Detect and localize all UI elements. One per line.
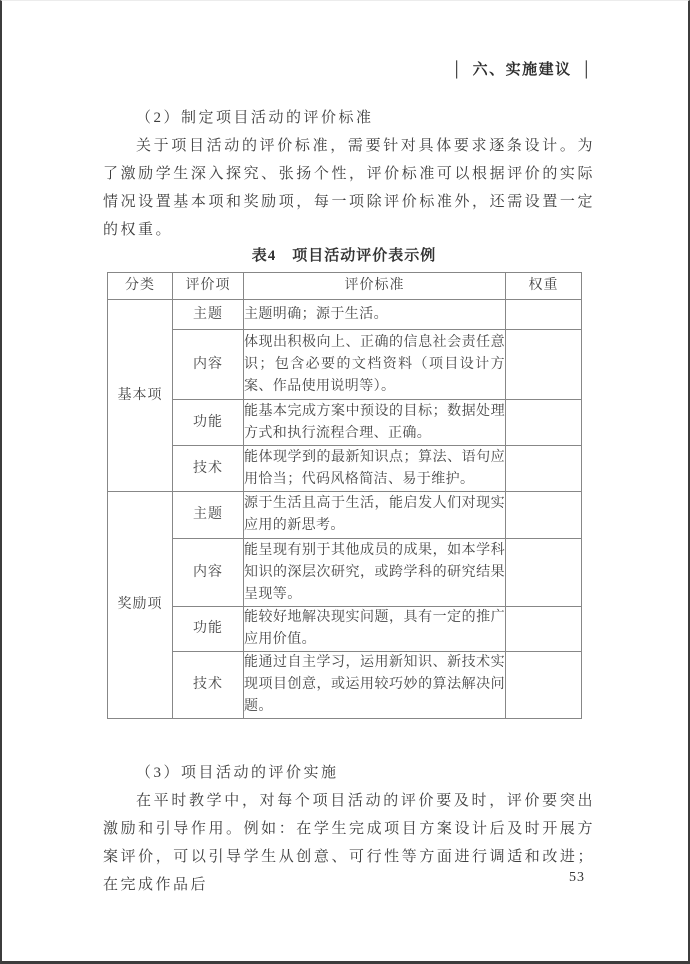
- table-row: [108, 652, 582, 719]
- header-item: 评价项: [173, 273, 244, 300]
- header-criteria: 评价标准: [244, 273, 506, 300]
- criteria-cell: 源于生活且高于生活，能启发人们对现实应用的新思考。: [244, 492, 506, 539]
- item-cell: 内容: [173, 539, 244, 607]
- category-cell: 基本项: [108, 300, 173, 492]
- table-header-row: [108, 273, 582, 300]
- table-row: [108, 539, 582, 607]
- table-title: 表4 项目活动评价表示例: [251, 248, 437, 264]
- section-2-paragraph: 关于项目活动的评价标准，需要针对具体要求逐条设计。为了激励学生深入探究、张扬个性，评价标准可以根据评价的实际情况设置基本项和奖励项，每一项除评价标准外，还需设置一定的权重。: [103, 138, 595, 238]
- category-cell: 奖励项: [108, 492, 173, 719]
- item-cell: 主题: [173, 492, 244, 539]
- header-category: 分类: [108, 273, 173, 300]
- criteria-cell: 体现出积极向上、正确的信息社会责任意识；包含必要的文档资料（项目设计方案、作品使用说明等）。: [244, 330, 506, 400]
- weight-cell: [506, 400, 582, 446]
- running-header: │ 六、实施建议 │: [451, 62, 593, 78]
- weight-cell: [506, 300, 582, 330]
- criteria-cell: 主题明确；源于生活。: [244, 300, 506, 330]
- evaluation-table: [107, 272, 582, 719]
- item-cell: 技术: [173, 652, 244, 719]
- table-row: [108, 607, 582, 652]
- section-2-heading: （2）制定项目活动的评价标准: [136, 110, 374, 126]
- item-cell: 功能: [173, 400, 244, 446]
- page-content: [103, 1, 595, 899]
- weight-cell: [506, 446, 582, 492]
- weight-cell: [506, 607, 582, 652]
- criteria-cell: 能体现学到的最新知识点；算法、语句应用恰当；代码风格简洁、易于维护。: [244, 446, 506, 492]
- table-row: [108, 400, 582, 446]
- table-row: [108, 330, 582, 400]
- weight-cell: [506, 539, 582, 607]
- weight-cell: [506, 652, 582, 719]
- criteria-cell: 能呈现有别于其他成员的成果，如本学科知识的深层次研究，或跨学科的研究结果呈现等。: [244, 539, 506, 607]
- weight-cell: [506, 330, 582, 400]
- table-row: [108, 446, 582, 492]
- item-cell: 内容: [173, 330, 244, 400]
- item-cell: 主题: [173, 300, 244, 330]
- section-3-paragraph: 在平时教学中，对每个项目活动的评价要及时，评价要突出激励和引导作用。例如：在学生完成项目方案设计后及时开展方案评价，可以引导学生从创意、可行性等方面进行调适和改进；在完成作品后: [103, 793, 595, 893]
- header-weight: 权重: [506, 273, 582, 300]
- item-cell: 技术: [173, 446, 244, 492]
- table-row: [108, 492, 582, 539]
- table-row: [108, 300, 582, 330]
- section-3-heading: （3）项目活动的评价实施: [136, 765, 339, 781]
- criteria-cell: 能基本完成方案中预设的目标；数据处理方式和执行流程合理、正确。: [244, 400, 506, 446]
- criteria-cell: 能通过自主学习，运用新知识、新技术实现项目创意，或运用较巧妙的算法解决问题。: [244, 652, 506, 719]
- item-cell: 功能: [173, 607, 244, 652]
- weight-cell: [506, 492, 582, 539]
- page-number: 53: [569, 870, 585, 885]
- criteria-cell: 能较好地解决现实问题，具有一定的推广应用价值。: [244, 607, 506, 652]
